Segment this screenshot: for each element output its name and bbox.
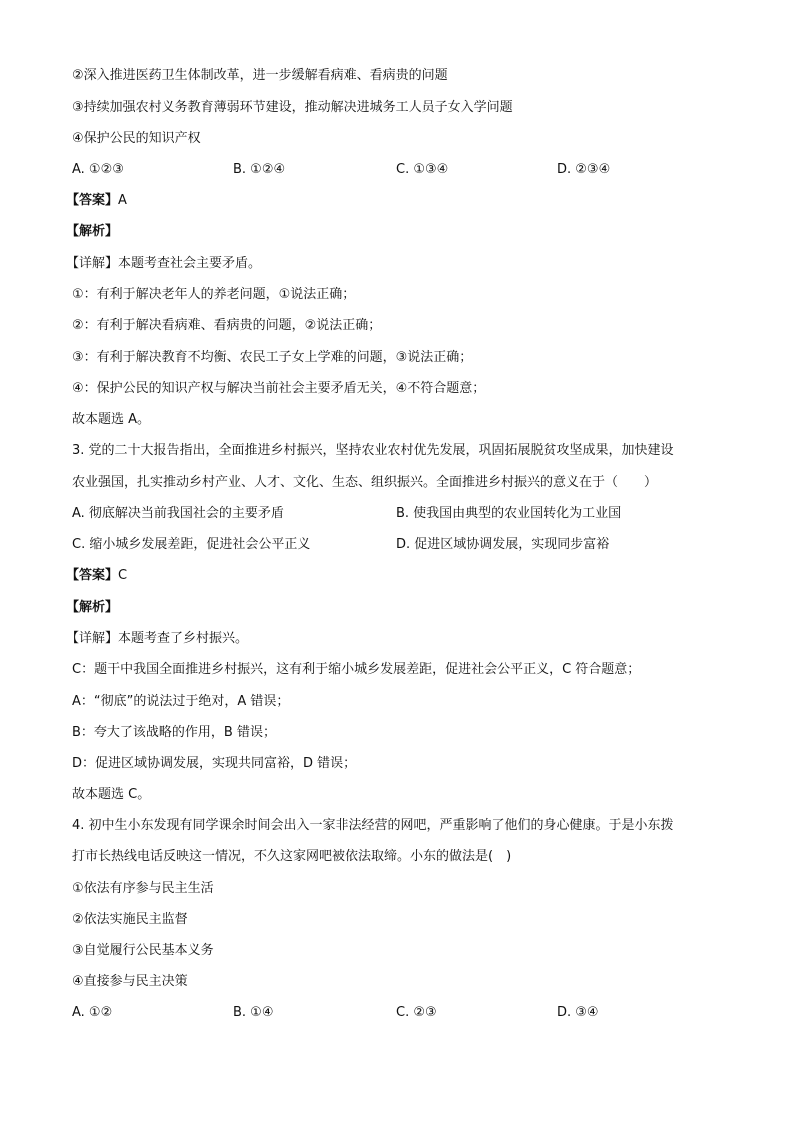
q3-answer-value: C	[118, 568, 128, 583]
q4-stem-line-2: 打市长热线电话反映这一情况，不久这家网吧被依法取缔。小东的做法是( )	[72, 849, 512, 864]
q3-explain-c: C：题干中我国全面推进乡村振兴，这有利于缩小城乡发展差距，促进社会公平正义，C 符合题意；	[72, 662, 641, 677]
q2-explain-3: ③：有利于解决教育不均衡、农民工子女上学难的问题，③说法正确；	[72, 350, 473, 365]
q2-option-d: D. ②③④	[557, 162, 611, 177]
q4-statement-1: ①依法有序参与民主生活	[72, 881, 214, 896]
q4-statement-2: ②依法实施民主监督	[72, 912, 188, 927]
q3-option-d: D. 促进区域协调发展，实现同步富裕	[396, 537, 610, 552]
q2-conclusion: 故本题选 A。	[72, 412, 151, 427]
q3-detail: 【详解】本题考查了乡村振兴。	[66, 631, 249, 646]
q3-explain-a: A：“彻底”的说法过于绝对，A 错误；	[72, 694, 290, 709]
q2-option-a: A. ①②③	[72, 162, 124, 177]
q2-option-b: B. ①②④	[233, 162, 286, 177]
q2-statement-2: ②深入推进医药卫生体制改革，进一步缓解看病难、看病贵的问题	[72, 68, 448, 83]
q2-explain-4: ④：保护公民的知识产权与解决当前社会主要矛盾无关，④不符合题意；	[72, 381, 486, 396]
q2-answer	[66, 191, 127, 211]
q3-option-c: C. 缩小城乡发展差距，促进社会公平正义	[72, 537, 311, 552]
q2-detail: 【详解】本题考查社会主要矛盾。	[66, 256, 262, 271]
q3-conclusion: 故本题选 C。	[72, 787, 151, 802]
q2-statement-3: ③持续加强农村义务教育薄弱环节建设，推动解决进城务工人员子女入学问题	[72, 100, 513, 115]
q3-answer-label: 【答案】	[66, 568, 119, 583]
q3-option-b: B. 使我国由典型的农业国转化为工业国	[396, 506, 622, 521]
q2-explain-2: ②：有利于解决看病难、看病贵的问题，②说法正确；	[72, 318, 382, 333]
q4-stem-line-1: 4. 初中生小东发现有同学课余时间会出入一家非法经营的网吧，严重影响了他们的身心健康。于是小东拨	[72, 818, 674, 833]
q4-option-d: D. ③④	[557, 1005, 599, 1020]
q2-analysis-label: 【解析】	[66, 224, 119, 239]
q2-option-c: C. ①③④	[396, 162, 449, 177]
q3-analysis-label: 【解析】	[66, 600, 119, 615]
q3-answer	[66, 566, 127, 586]
q4-option-c: C. ②③	[396, 1005, 437, 1020]
q3-stem-line-2: 农业强国，扎实推动乡村产业、人才、文化、生态、组织振兴。全面推进乡村振兴的意义在于（ ）	[72, 475, 658, 490]
q3-option-a: A. 彻底解决当前我国社会的主要矛盾	[72, 506, 284, 521]
q3-explain-b: B：夸大了该战略的作用，B 错误；	[72, 725, 276, 740]
q2-statement-4: ④保护公民的知识产权	[72, 131, 201, 146]
q3-stem-line-1: 3. 党的二十大报告指出，全面推进乡村振兴，坚持农业农村优先发展，巩固拓展脱贫攻坚成果，加快建设	[72, 443, 674, 458]
q2-answer-label: 【答案】	[66, 193, 119, 208]
q2-answer-value: A	[118, 193, 127, 208]
q2-explain-1: ①：有利于解决老年人的养老问题，①说法正确；	[72, 287, 356, 302]
q4-statement-3: ③自觉履行公民基本义务	[72, 943, 214, 958]
q3-explain-d: D：促进区域协调发展，实现共同富裕，D 错误；	[72, 756, 357, 771]
q4-statement-4: ④直接参与民主决策	[72, 974, 188, 989]
q4-option-a: A. ①②	[72, 1005, 113, 1020]
q4-option-b: B. ①④	[233, 1005, 274, 1020]
